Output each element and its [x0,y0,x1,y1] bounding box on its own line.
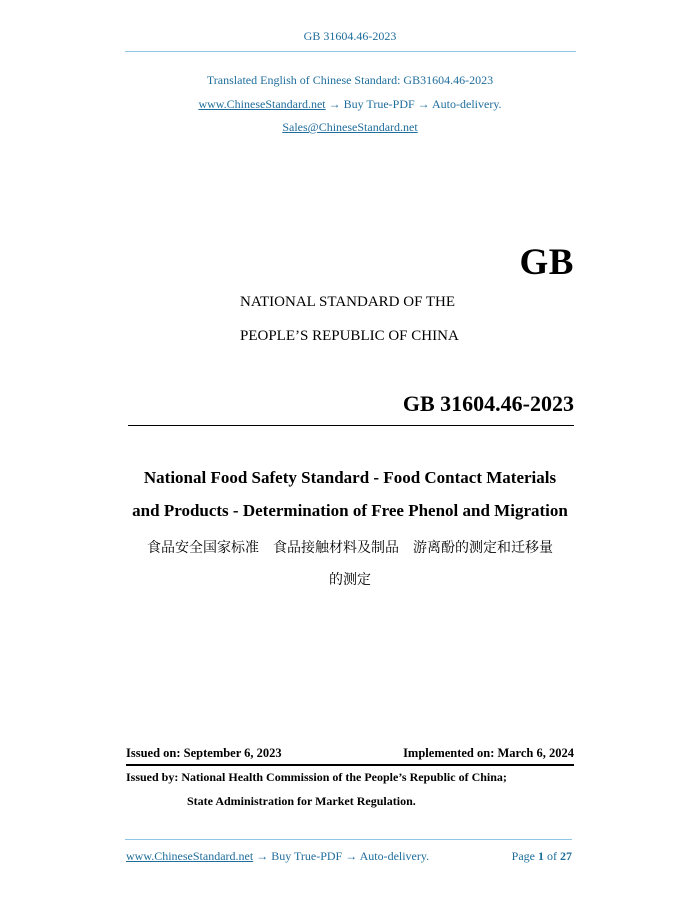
standard-code: GB 31604.46-2023 [402,391,574,416]
national-standard-line-2: PEOPLE’S REPUBLIC OF CHINA [240,328,459,344]
footer-site-link[interactable]: www.ChineseStandard.net [126,849,254,863]
gb-mark: GB [519,242,574,283]
issue-divider [126,764,574,766]
issued-by-line-1: Issued by: National Health Commission of the People’s Republic of China; [126,770,507,784]
national-standard-line-1: NATIONAL STANDARD OF THE [240,294,456,310]
footer-divider [125,839,572,840]
title-en-line-1: National Food Safety Standard - Food Contact Materials [143,468,557,487]
email-link[interactable]: Sales@ChineseStandard.net [282,120,418,134]
promo-purchase-text: → Buy True-PDF → Auto-delivery. [328,97,502,111]
promo-line-email [0,120,700,135]
title-cn-line-2: 的测定 [329,572,371,588]
page-number: 1 [538,849,544,863]
page-total: 27 [560,849,572,863]
of-label: of [547,849,557,863]
title-cn-line-1: 食品安全国家标准 食品接触材料及制品 游离酚的测定和迁移量 [147,540,553,556]
standard-code-divider [128,425,574,426]
running-header: GB 31604.46-2023 [303,29,397,43]
issued-on: Issued on: September 6, 2023 [126,746,282,760]
footer-purchase-line [126,849,429,864]
title-en-line-2: and Products - Determination of Free Phenol and Migration [132,501,568,520]
promo-line-translation: Translated English of Chinese Standard: GB31604.46-2023 [206,73,494,87]
page-label: Page [511,849,535,863]
issued-by-line-2: State Administration for Market Regulation. [187,794,416,808]
header-divider [125,51,576,52]
site-link[interactable]: www.ChineseStandard.net [198,97,326,111]
footer-purchase-text: → Buy True-PDF → Auto-delivery. [256,849,430,863]
page-indicator [512,849,572,864]
implemented-on: Implemented on: March 6, 2024 [403,746,574,760]
promo-line-purchase [0,97,700,112]
